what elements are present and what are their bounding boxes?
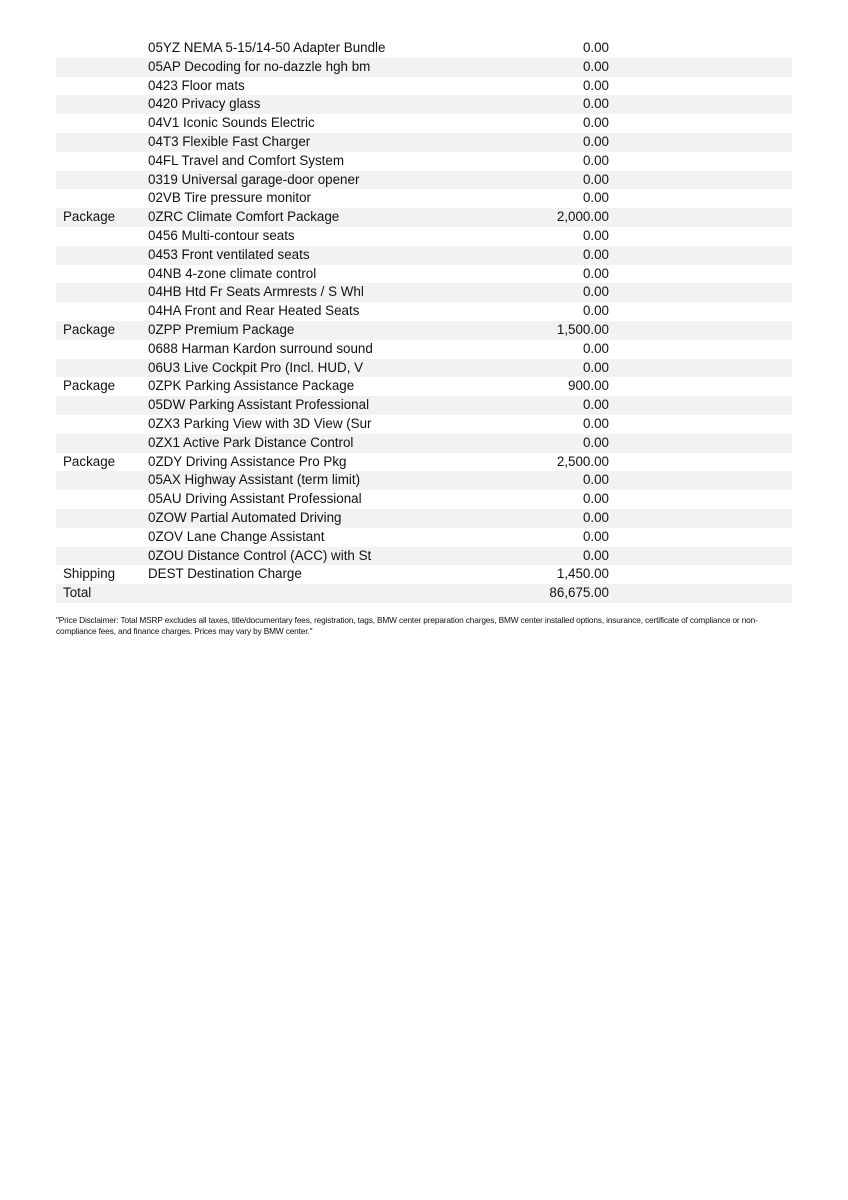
row-description: 0ZOU Distance Control (ACC) with St (148, 547, 372, 563)
table-row (56, 321, 792, 340)
row-price: 0.00 (582, 528, 609, 544)
row-description: 0ZDY Driving Assistance Pro Pkg (148, 453, 347, 469)
row-price: 0.00 (582, 415, 609, 431)
table-row (56, 95, 792, 114)
row-price: 0.00 (582, 190, 609, 206)
row-price: 0.00 (582, 472, 609, 488)
row-price: 0.00 (582, 547, 609, 563)
row-description: 05AP Decoding for no-dazzle hgh bm (148, 58, 371, 74)
table-row (56, 509, 792, 528)
row-price: 86,675.00 (549, 585, 609, 601)
row-price: 2,500.00 (556, 453, 609, 469)
row-description: 0ZX3 Parking View with 3D View (Sur (148, 415, 372, 431)
table-row (56, 189, 792, 208)
row-price: 0.00 (582, 509, 609, 525)
table-row (56, 283, 792, 302)
table-row (56, 265, 792, 284)
table-row (56, 471, 792, 490)
row-description: 05AU Driving Assistant Professional (148, 491, 362, 507)
row-description: 06U3 Live Cockpit Pro (Incl. HUD, V (148, 359, 364, 375)
row-category: Package (63, 209, 116, 225)
row-price: 1,500.00 (556, 321, 609, 337)
row-price: 2,000.00 (556, 209, 609, 225)
table-row (56, 415, 792, 434)
table-row (56, 377, 792, 396)
row-description: 04V1 Iconic Sounds Electric (148, 115, 315, 131)
row-description: 0456 Multi-contour seats (148, 227, 295, 243)
table-row (56, 152, 792, 171)
row-category: Package (63, 453, 116, 469)
row-price: 0.00 (582, 397, 609, 413)
table-row (56, 302, 792, 321)
row-price: 0.00 (582, 434, 609, 450)
row-description: 0ZX1 Active Park Distance Control (148, 434, 354, 450)
table-row (56, 584, 792, 603)
row-category: Package (63, 378, 116, 394)
row-price: 0.00 (582, 96, 609, 112)
table-row (56, 528, 792, 547)
row-price: 0.00 (582, 359, 609, 375)
table-row (56, 227, 792, 246)
row-description: 0ZPK Parking Assistance Package (148, 378, 355, 394)
row-description: 0ZRC Climate Comfort Package (148, 209, 340, 225)
table-row (56, 133, 792, 152)
row-description: 0319 Universal garage-door opener (148, 171, 360, 187)
row-price: 0.00 (582, 133, 609, 149)
row-price: 0.00 (582, 303, 609, 319)
row-price: 0.00 (582, 171, 609, 187)
row-category: Package (63, 321, 116, 337)
table-row (56, 359, 792, 378)
price-disclaimer: "Price Disclaimer: Total MSRP excludes all taxes, title/documentary fees, registration, tags, BMW center preparation charges, BMW center installed options, insurance, certificate of compliance or non-compliance fees, and finance charges. Prices may vary by BMW center." (56, 615, 758, 636)
row-description: 04T3 Flexible Fast Charger (148, 133, 311, 149)
row-price: 0.00 (582, 246, 609, 262)
table-row (56, 565, 792, 584)
table-row (56, 77, 792, 96)
row-price: 0.00 (582, 491, 609, 507)
row-price: 900.00 (568, 378, 609, 394)
row-description: 0423 Floor mats (148, 77, 245, 93)
row-description: 05YZ NEMA 5-15/14-50 Adapter Bundle (148, 40, 386, 55)
row-category: Total (63, 585, 92, 601)
row-description: 0688 Harman Kardon surround sound (148, 340, 373, 356)
row-description: 0420 Privacy glass (148, 96, 261, 112)
table-row (56, 434, 792, 453)
row-description: 0ZOV Lane Change Assistant (148, 528, 325, 544)
price-table (56, 39, 792, 603)
row-description: 04HA Front and Rear Heated Seats (148, 303, 360, 319)
table-row (56, 58, 792, 77)
row-price: 0.00 (582, 77, 609, 93)
row-price: 0.00 (582, 227, 609, 243)
table-row (56, 453, 792, 472)
row-price: 0.00 (582, 40, 609, 55)
table-row (56, 171, 792, 190)
row-description: 0453 Front ventilated seats (148, 246, 310, 262)
row-description: 04FL Travel and Comfort System (148, 152, 344, 168)
row-price: 0.00 (582, 284, 609, 300)
row-description: 0ZPP Premium Package (148, 321, 295, 337)
row-category: Shipping (63, 566, 116, 582)
row-price: 0.00 (582, 340, 609, 356)
row-price: 0.00 (582, 115, 609, 131)
table-row (56, 547, 792, 566)
row-description: 0ZOW Partial Automated Driving (148, 509, 342, 525)
table-row (56, 246, 792, 265)
table-row (56, 396, 792, 415)
table-row (56, 208, 792, 227)
table-row (56, 39, 792, 58)
table-row (56, 490, 792, 509)
row-description: 04HB Htd Fr Seats Armrests / S Whl (148, 284, 364, 300)
row-price: 0.00 (582, 152, 609, 168)
row-description: DEST Destination Charge (148, 566, 302, 582)
row-description: 04NB 4-zone climate control (148, 265, 317, 281)
row-description: 02VB Tire pressure monitor (148, 190, 311, 206)
row-price: 1,450.00 (556, 566, 609, 582)
table-row (56, 114, 792, 133)
row-description: 05DW Parking Assistant Professional (148, 397, 370, 413)
row-price: 0.00 (582, 58, 609, 74)
row-description: 05AX Highway Assistant (term limit) (148, 472, 361, 488)
row-price: 0.00 (582, 265, 609, 281)
table-row (56, 340, 792, 359)
